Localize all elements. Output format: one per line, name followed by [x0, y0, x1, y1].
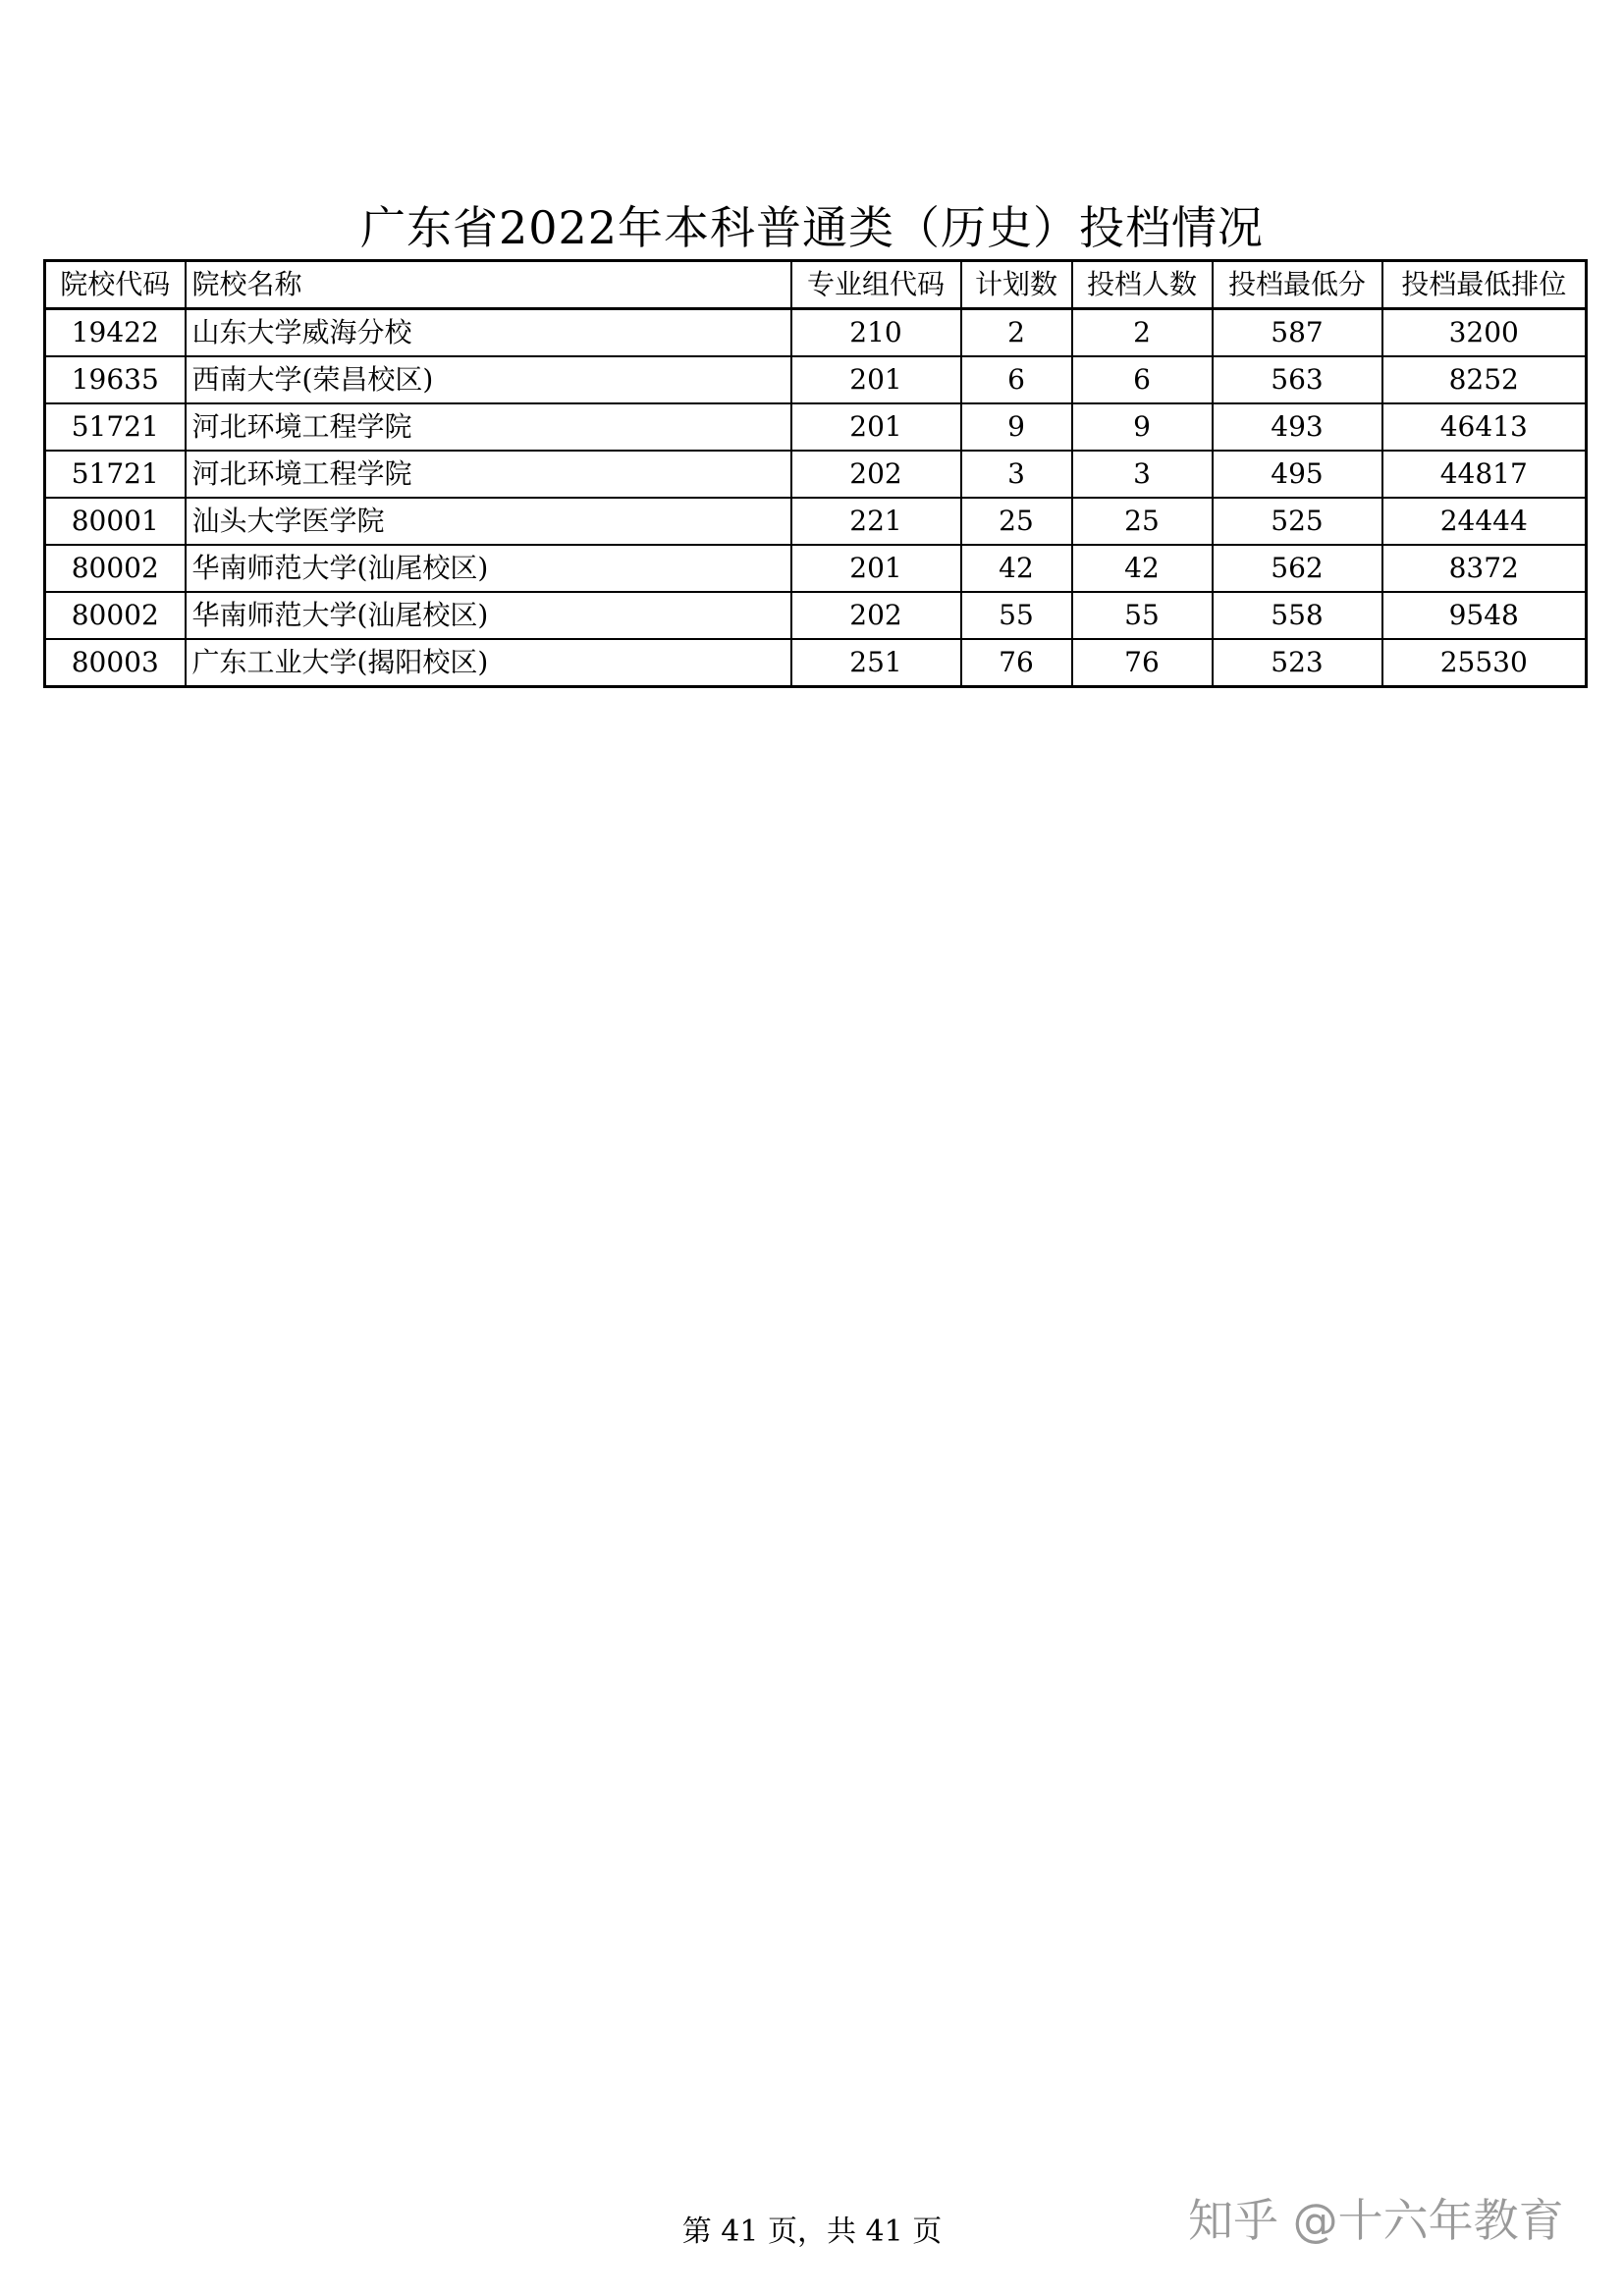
cell-admitted-count: 3	[1072, 451, 1213, 498]
cell-group-code: 201	[791, 356, 961, 403]
cell-plan-count: 2	[961, 309, 1072, 357]
cell-school-code: 80003	[45, 639, 186, 687]
cell-school-name: 河北环境工程学院	[186, 451, 791, 498]
header-school-code: 院校代码	[45, 261, 186, 309]
cell-school-name: 广东工业大学(揭阳校区)	[186, 639, 791, 687]
cell-group-code: 210	[791, 309, 961, 357]
cell-min-score: 495	[1213, 451, 1382, 498]
cell-school-name: 汕头大学医学院	[186, 498, 791, 545]
cell-min-rank: 8252	[1382, 356, 1587, 403]
admission-table	[43, 259, 1588, 688]
cell-admitted-count: 42	[1072, 545, 1213, 592]
header-min-rank: 投档最低排位	[1382, 261, 1587, 309]
cell-min-rank: 46413	[1382, 403, 1587, 451]
table-row	[45, 498, 1587, 545]
table-row	[45, 309, 1587, 357]
header-admitted-count: 投档人数	[1072, 261, 1213, 309]
cell-min-score: 587	[1213, 309, 1382, 357]
table-row	[45, 639, 1587, 687]
cell-admitted-count: 55	[1072, 592, 1213, 639]
cell-plan-count: 42	[961, 545, 1072, 592]
cell-school-code: 51721	[45, 403, 186, 451]
header-plan-count: 计划数	[961, 261, 1072, 309]
cell-min-score: 525	[1213, 498, 1382, 545]
cell-group-code: 201	[791, 403, 961, 451]
cell-min-rank: 25530	[1382, 639, 1587, 687]
cell-school-code: 80002	[45, 592, 186, 639]
table-row	[45, 592, 1587, 639]
table-row	[45, 403, 1587, 451]
cell-min-score: 562	[1213, 545, 1382, 592]
page-number-footer: 第 41 页，共 41 页	[681, 2215, 943, 2249]
cell-min-rank: 44817	[1382, 451, 1587, 498]
cell-plan-count: 6	[961, 356, 1072, 403]
cell-group-code: 201	[791, 545, 961, 592]
cell-group-code: 202	[791, 451, 961, 498]
cell-min-rank: 24444	[1382, 498, 1587, 545]
cell-plan-count: 3	[961, 451, 1072, 498]
header-group-code: 专业组代码	[791, 261, 961, 309]
cell-school-name: 河北环境工程学院	[186, 403, 791, 451]
table-row	[45, 451, 1587, 498]
cell-plan-count: 55	[961, 592, 1072, 639]
cell-school-name: 华南师范大学(汕尾校区)	[186, 592, 791, 639]
cell-group-code: 202	[791, 592, 961, 639]
header-min-score: 投档最低分	[1213, 261, 1382, 309]
cell-admitted-count: 6	[1072, 356, 1213, 403]
cell-min-score: 523	[1213, 639, 1382, 687]
cell-admitted-count: 9	[1072, 403, 1213, 451]
cell-plan-count: 25	[961, 498, 1072, 545]
cell-group-code: 251	[791, 639, 961, 687]
page-title: 广东省2022年本科普通类（历史）投档情况	[359, 201, 1265, 254]
table-header-row	[45, 261, 1587, 309]
cell-school-name: 华南师范大学(汕尾校区)	[186, 545, 791, 592]
cell-min-score: 493	[1213, 403, 1382, 451]
cell-admitted-count: 2	[1072, 309, 1213, 357]
cell-school-code: 80001	[45, 498, 186, 545]
cell-school-code: 19635	[45, 356, 186, 403]
cell-min-rank: 8372	[1382, 545, 1587, 592]
cell-school-name: 西南大学(荣昌校区)	[186, 356, 791, 403]
cell-school-name: 山东大学威海分校	[186, 309, 791, 357]
table-row	[45, 545, 1587, 592]
cell-min-rank: 9548	[1382, 592, 1587, 639]
cell-group-code: 221	[791, 498, 961, 545]
cell-min-score: 558	[1213, 592, 1382, 639]
table-row	[45, 356, 1587, 403]
cell-admitted-count: 76	[1072, 639, 1213, 687]
cell-min-score: 563	[1213, 356, 1382, 403]
cell-school-code: 51721	[45, 451, 186, 498]
cell-plan-count: 76	[961, 639, 1072, 687]
header-school-name: 院校名称	[186, 261, 791, 309]
zhihu-watermark: 知乎 @十六年教育	[1188, 2194, 1564, 2247]
cell-school-code: 19422	[45, 309, 186, 357]
cell-min-rank: 3200	[1382, 309, 1587, 357]
cell-school-code: 80002	[45, 545, 186, 592]
cell-plan-count: 9	[961, 403, 1072, 451]
cell-admitted-count: 25	[1072, 498, 1213, 545]
